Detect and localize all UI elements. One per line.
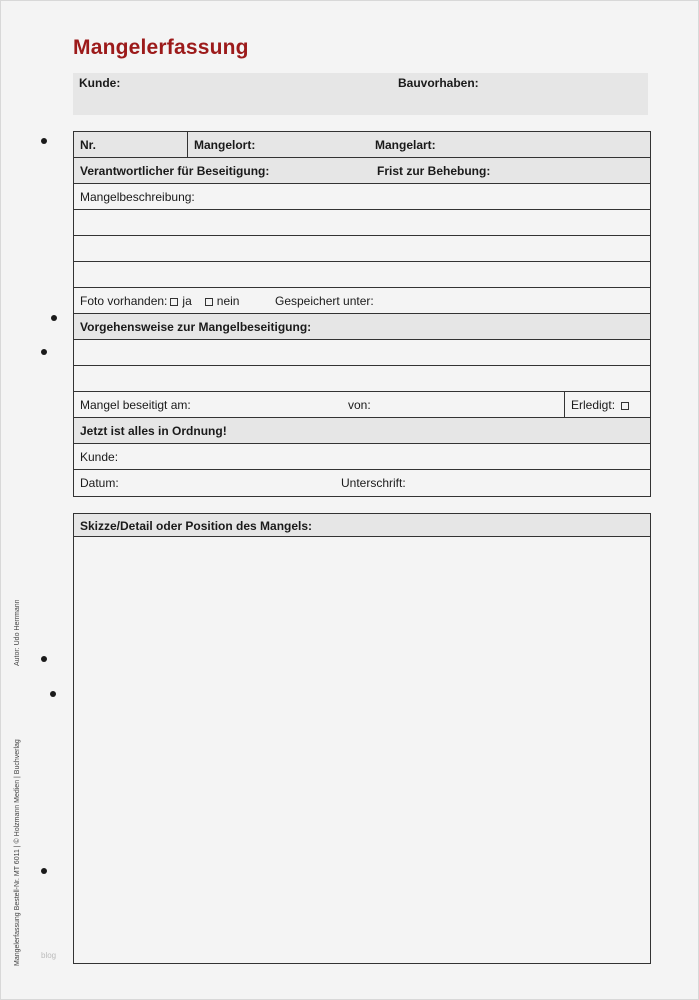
publisher-sidetext: Mangelerfassung Bestell-Nr. MT 6011 | © Holzmann Medien | Buchverlag [14,739,21,966]
blank-line [74,262,650,288]
form-row-foto [74,288,650,314]
datum-label: Datum: [80,476,119,490]
sketch-area[interactable] [74,537,650,963]
blank-line [74,210,650,236]
beseitigt-am-label: Mangel beseitigt am: [80,398,191,412]
kunde-label: Kunde: [79,76,121,90]
erledigt-checkbox[interactable] [621,402,629,410]
form-row-kunde [74,444,650,470]
sketch-box [73,513,651,964]
punch-hole-dot [50,691,56,697]
corner-watermark: blog [41,951,57,960]
divider [564,392,565,417]
von-label: von: [348,398,371,412]
divider [187,132,188,157]
ordnung-label: Jetzt ist alles in Ordnung! [80,424,227,438]
punch-hole-dot [41,868,47,874]
form-row-datum [74,470,650,496]
foto-nein-label: nein [216,294,240,308]
mangelart-label: Mangelart: [375,138,436,152]
blank-line [74,236,650,262]
foto-label: Foto vorhanden: [80,294,168,308]
verantwortlicher-label: Verantwortlicher für Beseitigung: [80,164,270,178]
punch-hole-dot [41,138,47,144]
kunde-label: Kunde: [80,450,119,464]
beschreibung-label: Mangelbeschreibung: [80,190,195,204]
sketch-heading: Skizze/Detail oder Position des Mangels: [74,514,650,537]
unterschrift-label: Unterschrift: [341,476,406,490]
form-row-ordnung [74,418,650,444]
foto-nein-checkbox[interactable] [205,298,213,306]
mangelort-label: Mangelort: [194,138,256,152]
defect-form-table [73,131,651,497]
foto-ja-label: ja [182,294,192,308]
erledigt-label: Erledigt: [571,398,616,412]
form-row-beschreibung [74,184,650,210]
page-title: Mangelerfassung [73,36,249,59]
form-row-verantwortlich [74,158,650,184]
nr-label: Nr. [80,138,97,152]
form-row-beseitigt [74,392,650,418]
form-row-nr [74,132,650,158]
form-row-vorgehensweise [74,314,650,340]
header-box [73,73,648,115]
gespeichert-label: Gespeichert unter: [275,294,374,308]
vorgehensweise-label: Vorgehensweise zur Mangelbeseitigung: [80,320,312,334]
blank-line [74,366,650,392]
frist-label: Frist zur Behebung: [377,164,491,178]
punch-hole-dot [41,656,47,662]
foto-ja-checkbox[interactable] [170,298,178,306]
author-sidetext: Autor: Udo Herrmann [14,599,21,666]
punch-hole-dot [41,349,47,355]
punch-hole-dot [51,315,57,321]
blank-line [74,340,650,366]
bauvorhaben-label: Bauvorhaben: [398,76,479,90]
